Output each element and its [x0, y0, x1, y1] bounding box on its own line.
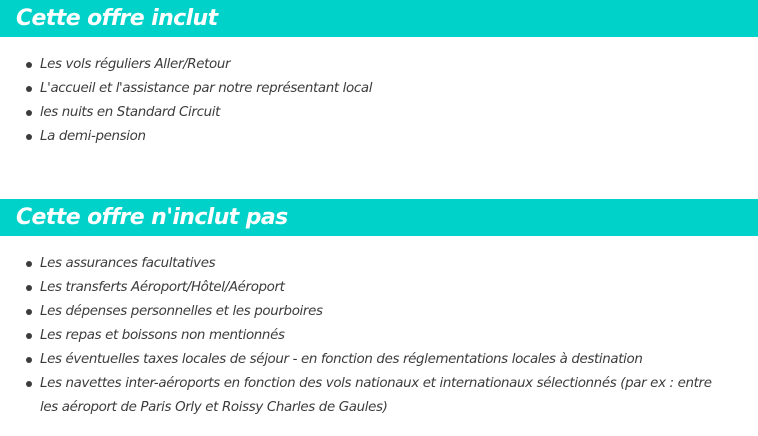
- bullet-icon: [26, 357, 32, 363]
- included-list: [0, 53, 758, 149]
- list-item-text: Les transferts Aéroport/Hôtel/Aéroport: [40, 280, 285, 295]
- list-item: [0, 101, 758, 125]
- list-item: [0, 77, 758, 101]
- bullet-icon: [26, 261, 32, 267]
- list-item: [0, 252, 758, 276]
- bullet-icon: [26, 86, 32, 92]
- included-header: [0, 0, 758, 37]
- bullet-icon: [26, 381, 32, 387]
- list-item: [0, 324, 758, 348]
- list-item-text: Les éventuelles taxes locales de séjour - en fonction des réglementations locales à destination: [40, 352, 643, 367]
- list-item: [0, 372, 758, 420]
- list-item-text: Les dépenses personnelles et les pourboires: [40, 304, 323, 319]
- list-item-text: Les assurances facultatives: [40, 256, 216, 271]
- bullet-icon: [26, 110, 32, 116]
- bullet-icon: [26, 285, 32, 291]
- list-item-text: Les repas et boissons non mentionnés: [40, 328, 285, 343]
- list-item: [0, 53, 758, 77]
- excluded-title: Cette offre n'inclut pas: [16, 205, 288, 230]
- bullet-icon: [26, 62, 32, 68]
- list-item: [0, 300, 758, 324]
- list-item: [0, 125, 758, 149]
- included-section: [0, 0, 758, 149]
- included-title: Cette offre inclut: [16, 6, 218, 31]
- list-item-text: La demi-pension: [40, 129, 146, 144]
- list-item: [0, 348, 758, 372]
- excluded-list: [0, 252, 758, 420]
- bullet-icon: [26, 309, 32, 315]
- list-item: [0, 276, 758, 300]
- list-item-text: Les navettes inter-aéroports en fonction des vols nationaux et internationaux sélectionnés (par ex : entre les aéroport de Paris Orly et Roissy Charles de Gaules): [40, 376, 712, 415]
- list-item-text: les nuits en Standard Circuit: [40, 105, 221, 120]
- bullet-icon: [26, 134, 32, 140]
- excluded-header: [0, 199, 758, 236]
- list-item-text: L'accueil et l'assistance par notre représentant local: [40, 81, 373, 96]
- excluded-section: [0, 199, 758, 420]
- bullet-icon: [26, 333, 32, 339]
- list-item-text: Les vols réguliers Aller/Retour: [40, 57, 231, 72]
